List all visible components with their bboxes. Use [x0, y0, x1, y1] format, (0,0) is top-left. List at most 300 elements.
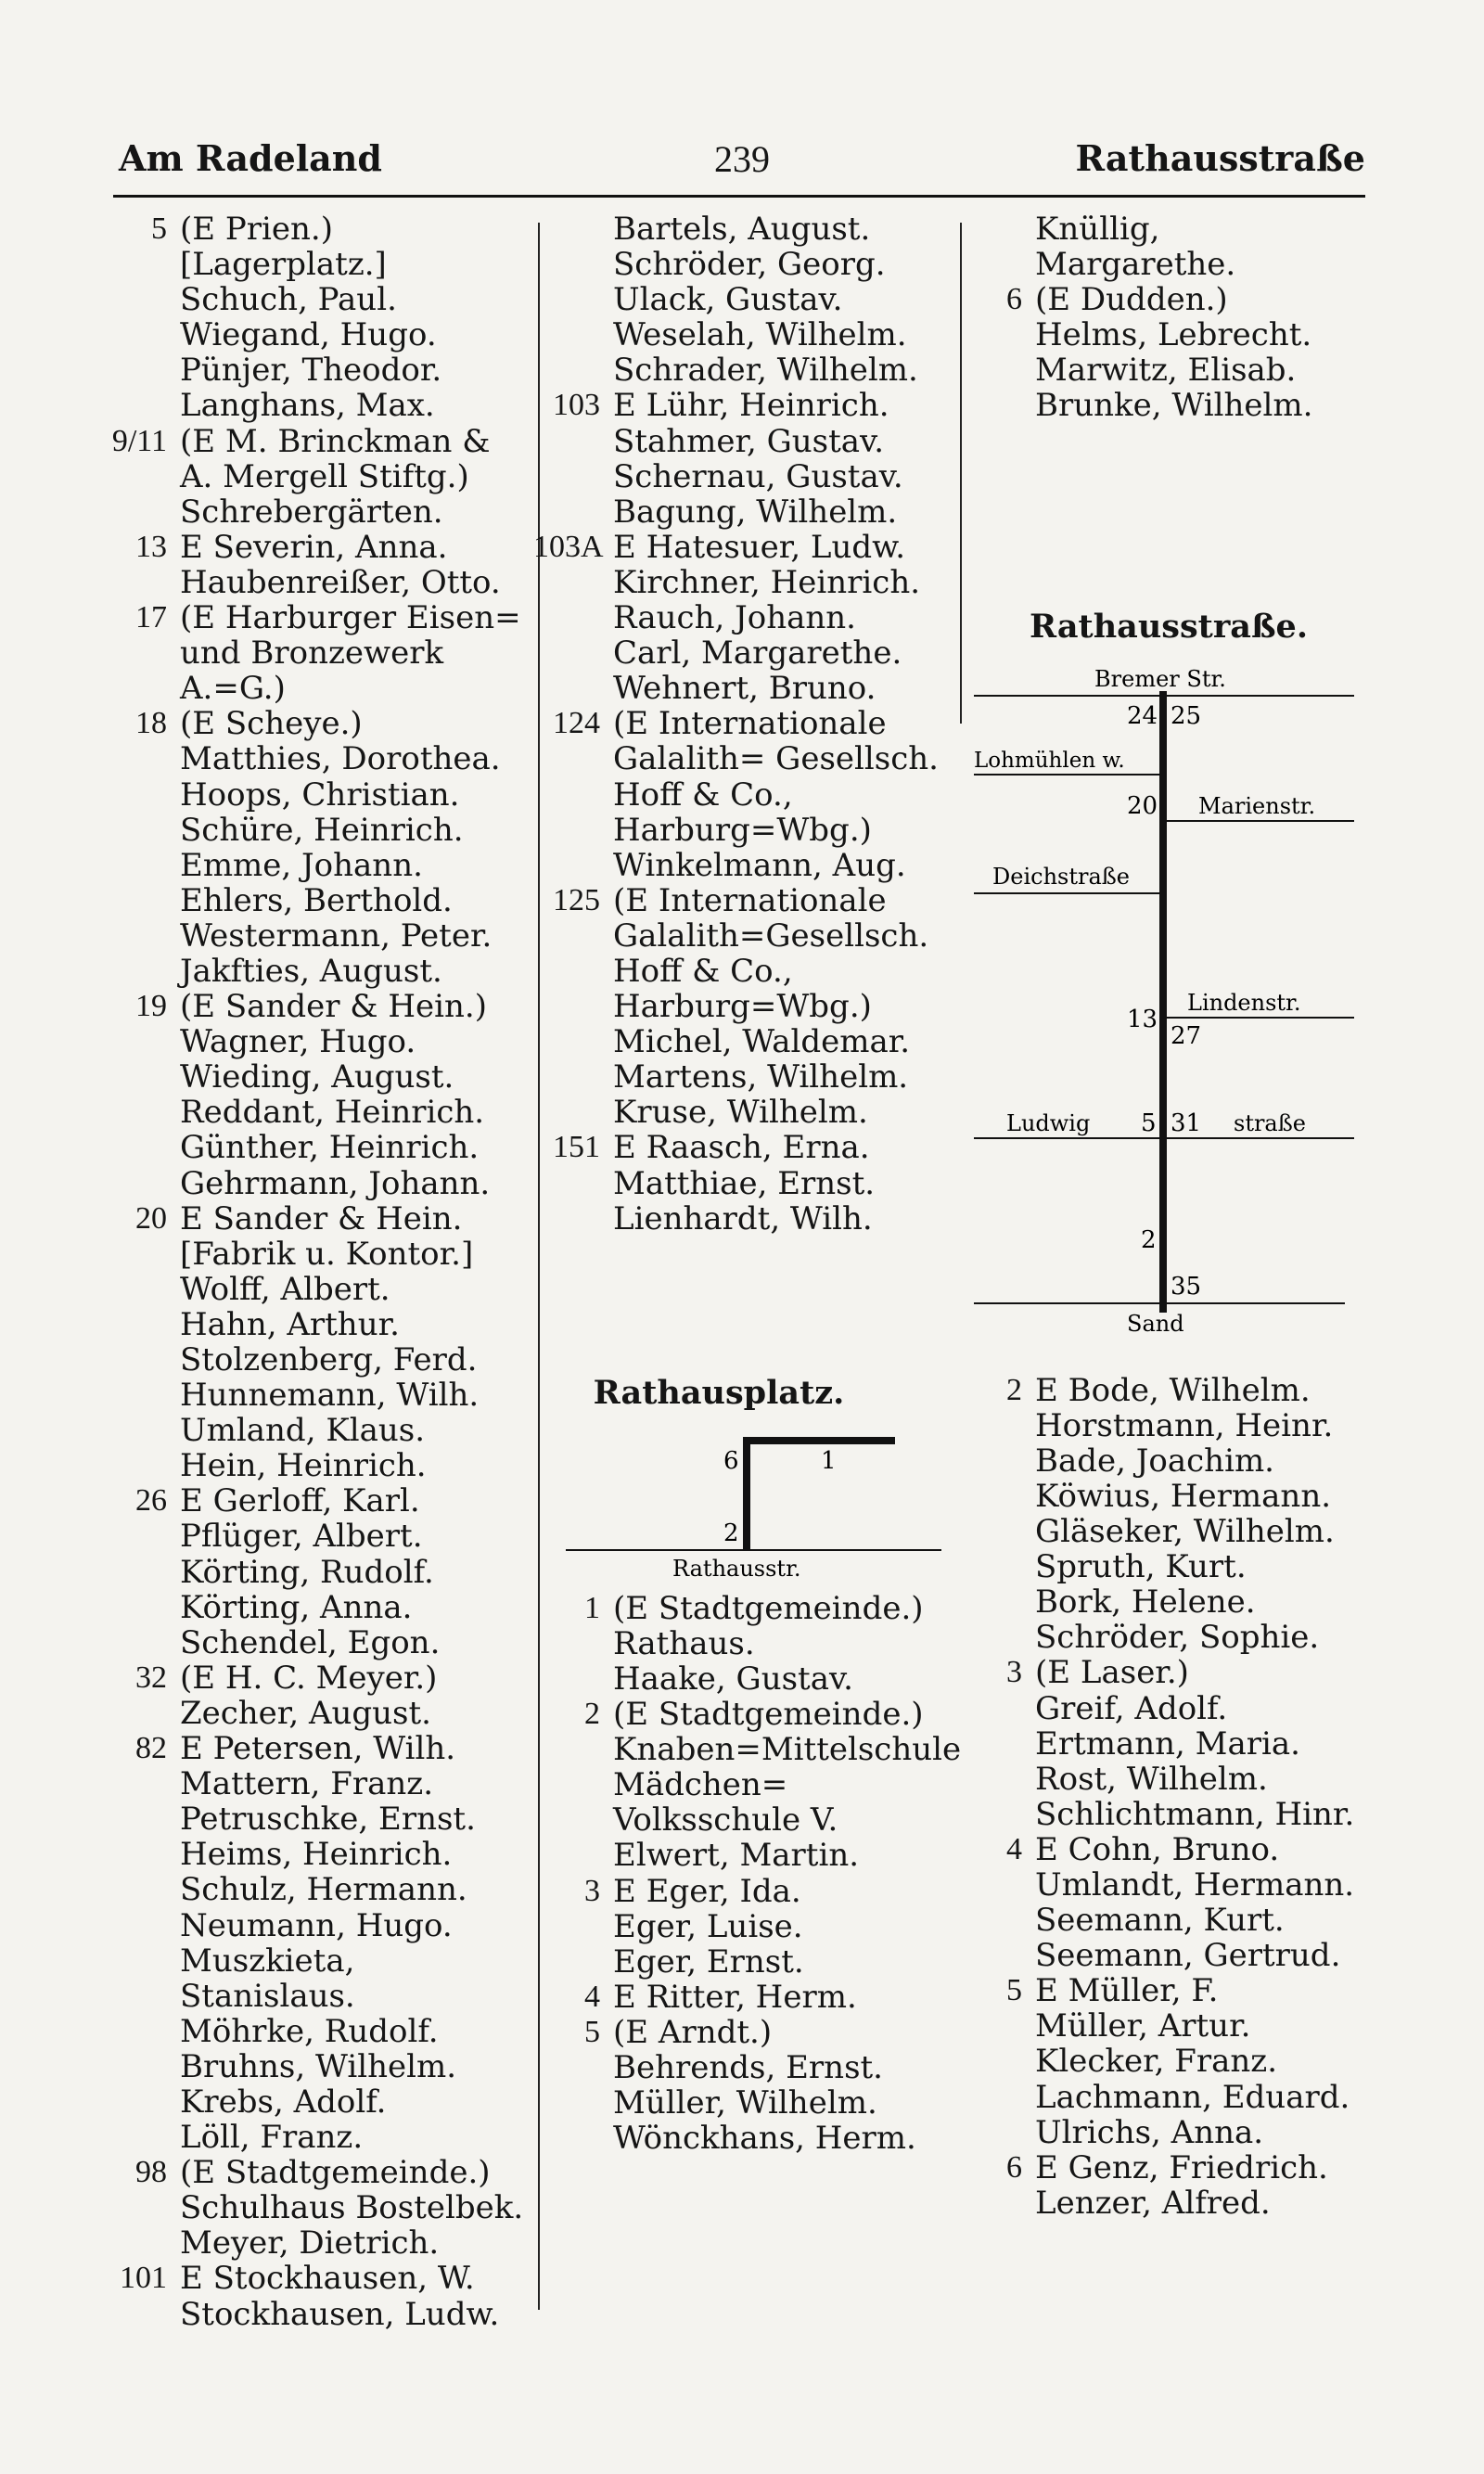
house-number [100, 671, 180, 706]
resident-name: Krebs, Adolf. [180, 2083, 387, 2121]
resident-name: Emme, Johann. [180, 846, 423, 884]
resident-name: Rauch, Johann. [613, 599, 856, 637]
house-number [100, 1024, 180, 1059]
directory-entry [533, 671, 961, 706]
house-number [955, 1762, 1035, 1797]
resident-name: E Petersen, Wilh. [180, 1730, 456, 1768]
house-number-2: 2 [1141, 1225, 1157, 1254]
directory-entry [100, 954, 523, 989]
directory-entry [533, 1838, 961, 1873]
directory-entry [533, 2050, 961, 2085]
directory-entry [955, 1726, 1363, 1762]
house-number [533, 1059, 613, 1095]
directory-entry [955, 1443, 1363, 1479]
house-number [955, 1408, 1035, 1443]
directory-entry [955, 212, 1363, 247]
directory-entry [100, 494, 523, 530]
house-number [100, 2084, 180, 2120]
house-number [100, 848, 180, 883]
directory-entry [100, 1342, 523, 1378]
directory-entry [955, 2044, 1363, 2079]
house-number [533, 671, 613, 706]
street-label-sand: Sand [1127, 1310, 1184, 1337]
directory-entry [533, 848, 961, 883]
house-number-25: 25 [1171, 701, 1202, 730]
resident-name: Rost, Wilhelm. [1035, 1760, 1268, 1798]
directory-entry [955, 282, 1363, 317]
house-number [100, 1872, 180, 1907]
resident-name: Pflüger, Albert. [180, 1518, 423, 1556]
house-number: 19 [135, 989, 167, 1024]
house-number [100, 918, 180, 954]
resident-name: Möhrke, Rudolf. [180, 2012, 439, 2050]
house-number [100, 1448, 180, 1483]
directory-entry [533, 918, 961, 954]
house-number [955, 212, 1035, 247]
resident-name: Wolff, Albert. [180, 1270, 390, 1308]
directory-entry [533, 600, 961, 635]
resident-name: Jakfties, August. [180, 952, 442, 990]
resident-name: E Stockhausen, W. [180, 2260, 475, 2298]
house-number [100, 2014, 180, 2049]
resident-name: (E Laser.) [1035, 1654, 1189, 1692]
entry-list [955, 1373, 1363, 2221]
directory-entry [533, 2121, 961, 2156]
resident-name: Schulhaus Bostelbek. [180, 2189, 524, 2227]
directory-entry [533, 1909, 961, 1944]
house-number: 17 [135, 600, 167, 635]
directory-entry [100, 2297, 523, 2332]
directory-entry [100, 2155, 523, 2190]
directory-entry [100, 317, 523, 353]
street-label-marien: Marienstr. [1198, 792, 1316, 819]
house-number [533, 635, 613, 671]
house-number: 4 [584, 1979, 600, 2014]
directory-entry [533, 1201, 961, 1237]
directory-entry [100, 883, 523, 918]
house-number: 5 [1006, 1973, 1022, 2008]
directory-entry [100, 848, 523, 883]
house-number [100, 247, 180, 282]
directory-entry [100, 1095, 523, 1130]
resident-name: Bruhns, Wilhelm. [180, 2047, 457, 2085]
house-number: 26 [135, 1483, 167, 1519]
resident-name: (E Internationale [613, 881, 887, 919]
directory-entry [533, 388, 961, 423]
resident-name: E Cohn, Bruno. [1035, 1830, 1280, 1868]
house-number [100, 1979, 180, 2014]
house-number [533, 848, 613, 883]
house-number [100, 565, 180, 600]
house-number [533, 494, 613, 530]
resident-name: E Severin, Anna. [180, 528, 448, 566]
house-number [533, 777, 613, 813]
house-number [100, 883, 180, 918]
directory-entry [100, 671, 523, 706]
resident-name: Hahn, Arthur. [180, 1305, 400, 1343]
house-number: 2 [1006, 1372, 1022, 1407]
resident-name: Schröder, Georg. [613, 246, 886, 284]
house-number [533, 1838, 613, 1873]
house-number-20: 20 [1127, 791, 1158, 820]
directory-entry [100, 1979, 523, 2014]
resident-name: Bork, Helene. [1035, 1583, 1256, 1622]
entry-list [100, 212, 523, 2332]
house-number: 18 [135, 706, 167, 741]
house-number: 1 [584, 1590, 600, 1625]
resident-name: Schulz, Hermann. [180, 1871, 467, 1909]
directory-entry [955, 1479, 1363, 1514]
house-number [533, 1732, 613, 1767]
directory-entry [100, 247, 523, 282]
house-number [955, 1867, 1035, 1903]
street-label-bremer: Bremer Str. [1094, 665, 1226, 692]
house-number [100, 2225, 180, 2261]
resident-name: Ehlers, Berthold. [180, 881, 453, 919]
directory-entry [100, 2120, 523, 2155]
directory-entry [100, 353, 523, 388]
directory-entry [533, 1059, 961, 1095]
resident-name: (E Internationale [613, 705, 887, 743]
house-number: 101 [120, 2261, 167, 2296]
resident-name: Brunke, Wilhelm. [1035, 387, 1313, 425]
directory-entry [533, 989, 961, 1024]
house-number [533, 353, 613, 388]
directory-entry [100, 1166, 523, 1201]
directory-entry [533, 2015, 961, 2050]
directory-entry [100, 565, 523, 600]
house-number [100, 2120, 180, 2155]
resident-name: Harburg=Wbg.) [613, 988, 872, 1026]
directory-entry [955, 2008, 1363, 2044]
resident-name: Eger, Luise. [613, 1907, 803, 1945]
directory-entry [533, 1944, 961, 1980]
resident-name: Kirchner, Heinrich. [613, 563, 921, 601]
resident-name: E Sander & Hein. [180, 1199, 463, 1237]
house-number [955, 353, 1035, 388]
house-number [533, 1909, 613, 1944]
rathausstrasse-map [955, 645, 1363, 1368]
directory-entry [533, 1767, 961, 1802]
resident-name: Lenzer, Alfred. [1035, 2184, 1271, 2222]
resident-name: Mattern, Franz. [180, 1765, 434, 1803]
resident-name: Wönckhans, Herm. [613, 2120, 916, 2158]
directory-entry [100, 1024, 523, 1059]
resident-name: Hoff & Co., [613, 776, 793, 814]
house-number: 103A [533, 529, 604, 564]
resident-name: [Fabrik u. Kontor.] [180, 1235, 474, 1273]
house-number [533, 1944, 613, 1980]
resident-name: Haake, Gustav. [613, 1660, 853, 1698]
house-number [100, 459, 180, 494]
house-number [533, 2085, 613, 2121]
house-number: 151 [553, 1130, 600, 1165]
resident-name: Eger, Ernst. [613, 1942, 804, 1980]
directory-entry [100, 2225, 523, 2261]
resident-name: A. Mergell Stiftg.) [180, 457, 469, 495]
directory-entry [955, 353, 1363, 388]
directory-entry [100, 635, 523, 671]
resident-name: Behrends, Ernst. [613, 2049, 883, 2087]
directory-entry [100, 1837, 523, 1872]
directory-entry [100, 1237, 523, 1272]
directory-entry [100, 459, 523, 494]
resident-name: Meyer, Dietrich. [180, 2224, 440, 2262]
resident-name: Martens, Wilhelm. [613, 1058, 909, 1096]
directory-entry [533, 282, 961, 317]
directory-entry [533, 635, 961, 671]
resident-name: Westermann, Peter. [180, 917, 493, 955]
directory-entry [100, 388, 523, 423]
house-number [100, 1342, 180, 1378]
house-number: 2 [584, 1697, 600, 1732]
resident-name: E Müller, F. [1035, 1972, 1219, 2010]
house-number [100, 2297, 180, 2332]
directory-entry [100, 1519, 523, 1554]
directory-entry [533, 1024, 961, 1059]
directory-entry [100, 2014, 523, 2049]
resident-name: Schrebergärten. [180, 493, 443, 531]
resident-name: (E Harburger Eisen= [180, 599, 521, 637]
directory-entry [100, 2261, 523, 2296]
directory-entry [955, 1797, 1363, 1832]
directory-entry [100, 2049, 523, 2084]
house-number [100, 777, 180, 813]
directory-entry [100, 2190, 523, 2225]
resident-name: Umland, Klaus. [180, 1412, 426, 1450]
house-number: 98 [135, 2155, 167, 2190]
resident-name: Galalith=Gesellsch. [613, 917, 929, 955]
directory-entry [100, 2084, 523, 2120]
directory-entry [955, 1408, 1363, 1443]
house-number [533, 424, 613, 459]
street-label-ludwig-strasse: straße [1234, 1109, 1306, 1136]
resident-name: [Lagerplatz.] [180, 246, 387, 284]
resident-name: Marwitz, Elisab. [1035, 352, 1297, 390]
directory-entry [533, 1661, 961, 1697]
house-number [533, 954, 613, 989]
house-number [100, 1237, 180, 1272]
house-number [533, 2121, 613, 2156]
resident-name: (E Sander & Hein.) [180, 988, 487, 1026]
house-number [100, 741, 180, 776]
resident-name: Elwert, Martin. [613, 1837, 860, 1875]
house-number [955, 247, 1035, 282]
house-number [100, 1413, 180, 1448]
house-number [100, 1378, 180, 1413]
directory-entry [533, 954, 961, 989]
directory-entry [100, 1201, 523, 1237]
resident-name: Winkelmann, Aug. [613, 846, 906, 884]
resident-name: Petruschke, Ernst. [180, 1801, 476, 1839]
house-number-31: 31 [1171, 1109, 1202, 1137]
house-number [955, 1726, 1035, 1762]
house-number [533, 1095, 613, 1130]
house-number [533, 1767, 613, 1802]
directory-entry [100, 1943, 523, 1979]
directory-entry [533, 2085, 961, 2121]
directory-entry [955, 1903, 1363, 1938]
resident-name: Mädchen= [613, 1766, 788, 1804]
house-number [533, 212, 613, 247]
house-number [533, 1802, 613, 1838]
column-1 [100, 212, 523, 2332]
resident-name: Matthies, Dorothea. [180, 740, 501, 778]
resident-name: Galalith= Gesellsch. [613, 740, 939, 778]
column-3 [955, 212, 1363, 2221]
directory-entry [533, 459, 961, 494]
resident-name: Bade, Joachim. [1035, 1442, 1274, 1480]
house-number [955, 1691, 1035, 1726]
house-number [533, 1024, 613, 1059]
resident-name: Helms, Lebrecht. [1035, 316, 1312, 354]
directory-entry [100, 1378, 523, 1413]
house-number [955, 2008, 1035, 2044]
house-number [100, 1095, 180, 1130]
resident-name: Müller, Artur. [1035, 2007, 1251, 2045]
map-number-2: 2 [723, 1519, 739, 1547]
resident-name: Rathaus. [613, 1624, 755, 1662]
directory-entry [100, 1660, 523, 1696]
directory-entry [955, 2186, 1363, 2221]
directory-entry [100, 530, 523, 565]
house-number [533, 1626, 613, 1661]
resident-name: Müller, Wilhelm. [613, 2084, 877, 2122]
resident-name: Gläseker, Wilhelm. [1035, 1513, 1335, 1551]
house-number [533, 282, 613, 317]
directory-entry [533, 565, 961, 600]
resident-name: Zecher, August. [180, 1694, 431, 1732]
map-number-1: 1 [821, 1446, 837, 1475]
resident-name: Schüre, Heinrich. [180, 811, 464, 849]
house-number [100, 1766, 180, 1801]
house-number [533, 1166, 613, 1201]
directory-entry [533, 1874, 961, 1909]
house-number: 3 [1006, 1655, 1022, 1690]
directory-entry [533, 741, 961, 776]
directory-entry [100, 918, 523, 954]
directory-entry [955, 388, 1363, 423]
house-number: 103 [553, 388, 600, 423]
directory-entry [100, 1872, 523, 1907]
resident-name: Stolzenberg, Ferd. [180, 1341, 478, 1378]
directory-entry [955, 317, 1363, 353]
house-number [100, 1696, 180, 1731]
directory-entry [100, 212, 523, 247]
house-number [100, 1590, 180, 1625]
house-number [100, 317, 180, 353]
directory-entry [100, 1555, 523, 1590]
directory-entry [955, 1584, 1363, 1620]
house-number-5: 5 [1141, 1109, 1157, 1137]
house-number [955, 1620, 1035, 1655]
house-number [955, 1549, 1035, 1584]
header-rule [113, 195, 1365, 198]
resident-name: Matthiae, Ernst. [613, 1164, 876, 1202]
house-number [955, 1514, 1035, 1549]
directory-entry [100, 1272, 523, 1307]
resident-name: Knaben=Mittelschule [613, 1731, 962, 1769]
house-number [533, 247, 613, 282]
house-number [533, 1201, 613, 1237]
resident-name: Neumann, Hugo. [180, 1906, 453, 1944]
resident-name: A.=G.) [180, 670, 286, 708]
directory-entry [955, 2150, 1363, 2186]
directory-entry [955, 1973, 1363, 2008]
house-number [100, 2049, 180, 2084]
house-number [533, 813, 613, 848]
house-number [533, 741, 613, 776]
resident-name: Horstmann, Heinr. [1035, 1406, 1334, 1444]
directory-entry [100, 1625, 523, 1660]
house-number-27: 27 [1171, 1021, 1202, 1050]
resident-name: Stanislaus. [180, 1977, 355, 2015]
directory-entry [100, 1908, 523, 1943]
resident-name: Hunnemann, Wilh. [180, 1377, 480, 1415]
house-number [100, 813, 180, 848]
resident-name: (E Scheye.) [180, 705, 363, 743]
resident-name: Haubenreißer, Otto. [180, 563, 501, 601]
map-number-6: 6 [723, 1446, 739, 1475]
directory-entry [100, 1307, 523, 1342]
resident-name: (E Prien.) [180, 211, 333, 248]
house-number: 5 [151, 212, 167, 246]
house-number: 6 [1006, 2149, 1022, 2185]
directory-entry [955, 2115, 1363, 2150]
resident-name: E Lühr, Heinrich. [613, 387, 889, 425]
house-number: 13 [135, 529, 167, 564]
directory-entry [100, 1483, 523, 1519]
directory-entry [533, 1980, 961, 2015]
house-number [100, 954, 180, 989]
resident-name: (E Dudden.) [1035, 281, 1228, 319]
resident-name: Körting, Anna. [180, 1588, 413, 1626]
street-label-linden: Lindenstr. [1187, 989, 1301, 1016]
directory-entry [533, 317, 961, 353]
resident-name: Harburg=Wbg.) [613, 811, 872, 849]
resident-name: E Eger, Ida. [613, 1872, 801, 1910]
resident-name: Körting, Rudolf. [180, 1553, 434, 1591]
resident-name: Bartels, August. [613, 211, 871, 248]
house-number [955, 1443, 1035, 1479]
resident-name: (E Stadtgemeinde.) [613, 1696, 924, 1734]
directory-entry [533, 777, 961, 813]
house-number: 125 [553, 882, 600, 917]
rathausplatz-map [533, 1420, 941, 1578]
directory-entry [533, 424, 961, 459]
resident-name: Schuch, Paul. [180, 281, 397, 319]
directory-entry [533, 1732, 961, 1767]
directory-entry [533, 813, 961, 848]
resident-name: Ulack, Gustav. [613, 281, 843, 319]
resident-name: Volksschule V. [613, 1801, 838, 1839]
resident-name: Schröder, Sophie. [1035, 1619, 1320, 1657]
directory-entry [100, 706, 523, 741]
directory-entry [955, 1832, 1363, 1867]
house-number [955, 2044, 1035, 2079]
house-number [100, 1166, 180, 1201]
house-number [100, 1625, 180, 1660]
directory-entry [533, 1697, 961, 1732]
directory-entry [100, 424, 523, 459]
resident-name: (E Arndt.) [613, 2013, 773, 2051]
house-number [955, 1938, 1035, 1973]
directory-entry [955, 1620, 1363, 1655]
header-right-street: Rathausstraße [1075, 137, 1365, 179]
house-number [100, 494, 180, 530]
house-number [533, 600, 613, 635]
directory-entry [955, 1373, 1363, 1408]
